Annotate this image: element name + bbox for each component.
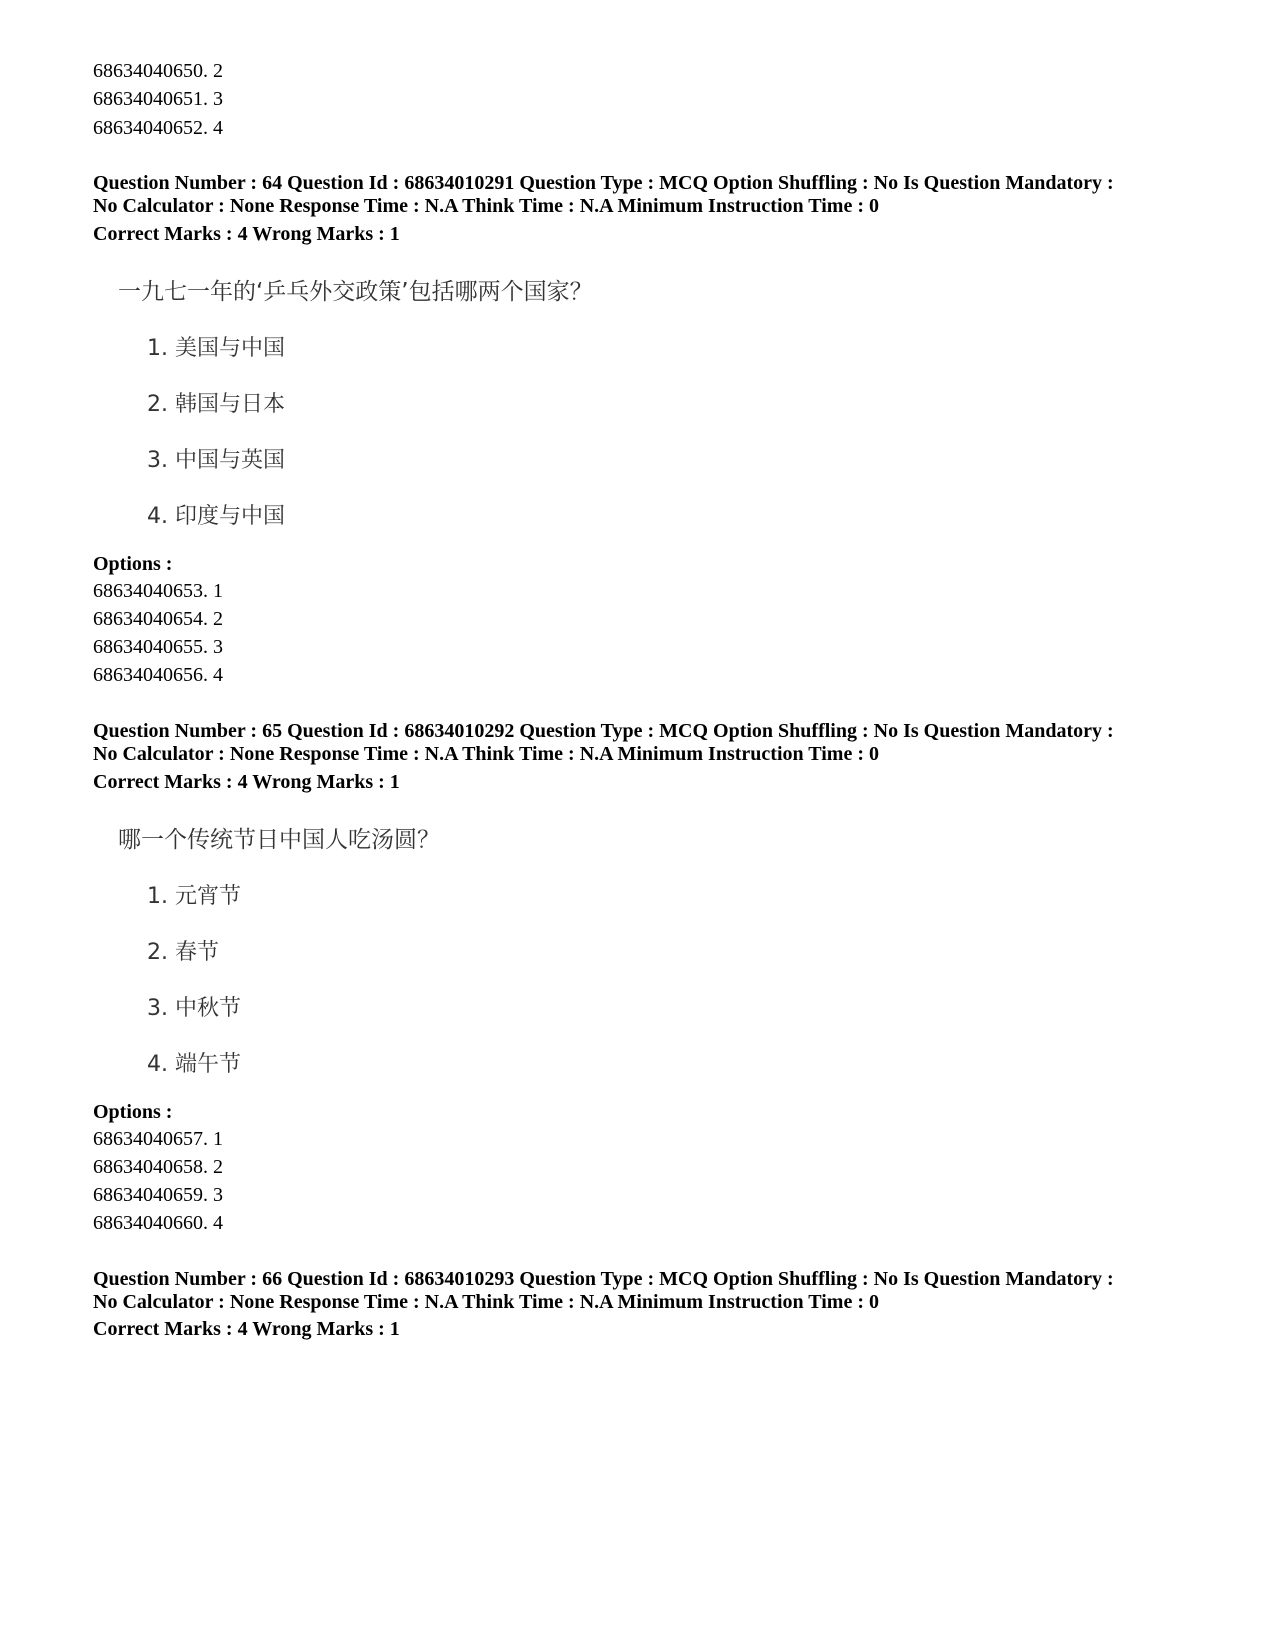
option-id-line: 68634040653. 1 bbox=[93, 580, 223, 602]
question-header-line-1: Question Number : 64 Question Id : 68634010291 Question Type : MCQ Option Shuffling : No Is Question Mandatory : bbox=[93, 172, 1114, 194]
option-id-line: 68634040660. 4 bbox=[93, 1212, 223, 1234]
question-header-line-1: Question Number : 66 Question Id : 68634010293 Question Type : MCQ Option Shuffling : No Is Question Mandatory : bbox=[93, 1268, 1114, 1290]
question-text: 哪一个传统节日中国人吃汤圆？ bbox=[118, 827, 440, 853]
answer-choice: 2. 韩国与日本 bbox=[147, 392, 285, 417]
option-id-line: 68634040658. 2 bbox=[93, 1156, 223, 1178]
answer-choice: 4. 印度与中国 bbox=[147, 504, 285, 529]
option-id-line: 68634040656. 4 bbox=[93, 664, 223, 686]
question-header-line-2: No Calculator : None Response Time : N.A Think Time : N.A Minimum Instruction Time : 0 bbox=[93, 195, 879, 217]
option-id-line: 68634040654. 2 bbox=[93, 608, 223, 630]
answer-choice: 1. 元宵节 bbox=[147, 884, 241, 909]
answer-choice: 4. 端午节 bbox=[147, 1052, 241, 1077]
option-id-line: 68634040651. 3 bbox=[93, 88, 223, 110]
answer-choice: 2. 春节 bbox=[147, 940, 219, 965]
question-marks: Correct Marks : 4 Wrong Marks : 1 bbox=[93, 771, 400, 793]
answer-choice: 1. 美国与中国 bbox=[147, 336, 285, 361]
option-id-line: 68634040655. 3 bbox=[93, 636, 223, 658]
question-text: 一九七一年的‘乒乓外交政策’包括哪两个国家？ bbox=[118, 279, 593, 305]
option-id-line: 68634040652. 4 bbox=[93, 117, 223, 139]
question-marks: Correct Marks : 4 Wrong Marks : 1 bbox=[93, 1318, 400, 1340]
options-label: Options : bbox=[93, 553, 173, 575]
question-header-line-1: Question Number : 65 Question Id : 68634010292 Question Type : MCQ Option Shuffling : No Is Question Mandatory : bbox=[93, 720, 1114, 742]
question-header-line-2: No Calculator : None Response Time : N.A Think Time : N.A Minimum Instruction Time : 0 bbox=[93, 1291, 879, 1313]
question-marks: Correct Marks : 4 Wrong Marks : 1 bbox=[93, 223, 400, 245]
option-id-line: 68634040657. 1 bbox=[93, 1128, 223, 1150]
answer-choice: 3. 中秋节 bbox=[147, 996, 241, 1021]
answer-choice: 3. 中国与英国 bbox=[147, 448, 285, 473]
question-header-line-2: No Calculator : None Response Time : N.A Think Time : N.A Minimum Instruction Time : 0 bbox=[93, 743, 879, 765]
option-id-line: 68634040650. 2 bbox=[93, 60, 223, 82]
option-id-line: 68634040659. 3 bbox=[93, 1184, 223, 1206]
options-label: Options : bbox=[93, 1101, 173, 1123]
